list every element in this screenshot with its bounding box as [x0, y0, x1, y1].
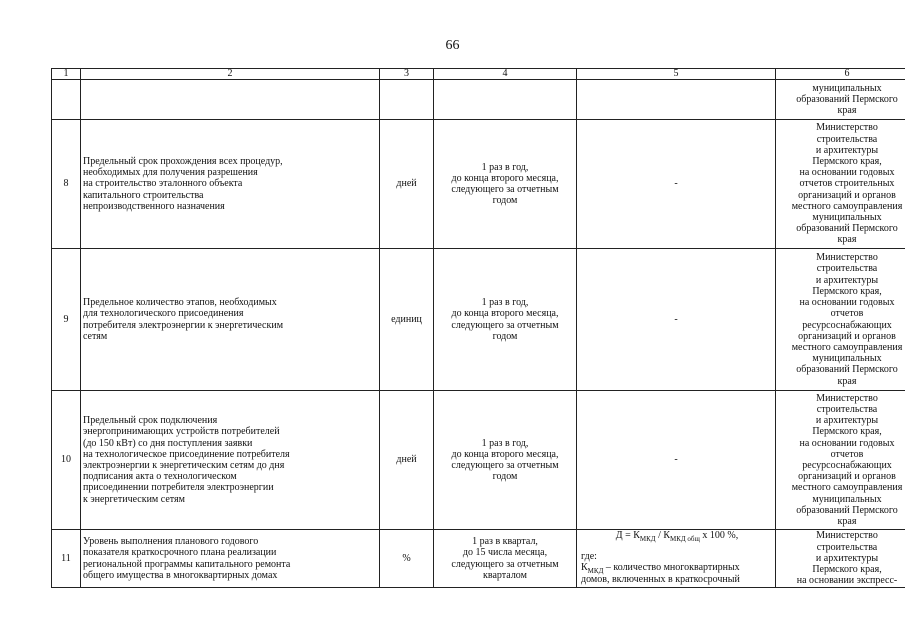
column-number: 1	[52, 69, 81, 80]
table-row	[52, 391, 905, 530]
unit-cell: дней	[380, 120, 434, 249]
formula-cell	[577, 530, 776, 588]
formula-definition: $К_{МКД}$ – количество многоквартирных	[581, 562, 740, 576]
indicator-name: Предельный срок прохождения всех процедур, необходимых для получения разрешения на строительство эталонного объекта капитального строительства непроизводственного назначения	[83, 155, 283, 212]
continuation-row	[52, 80, 905, 120]
frequency-cell: 1 раз в год, до конца второго месяца, следующего за отчетным годом	[451, 297, 559, 342]
indicator-name: Предельный срок подключения энергопринимающих устройств потребителей (до 150 кВт) со дня поступления заявки на технологическое присоединение потребителя электроэнергии к энергетическим сетям до дня подписания акта о технологическом присоединении потребителя электроэнергии к энергетическим сетям	[83, 415, 290, 505]
indicators-table	[51, 68, 905, 588]
column-number: 3	[380, 69, 434, 80]
method-cell: -	[577, 249, 776, 391]
source-cell: муниципальных образований Пермского края	[796, 82, 898, 117]
table-row	[52, 530, 905, 588]
frequency-cell: 1 раз в год, до конца второго месяца, следующего за отчетным годом	[451, 437, 559, 483]
row-number: 8	[52, 120, 81, 249]
row-number: 10	[52, 391, 81, 530]
indicator-name: Предельное количество этапов, необходимых для технологического присоединения потребителя электроэнергии к энергетическим сетям	[83, 297, 284, 342]
row-number: 11	[52, 530, 81, 588]
formula: $Д = К_{МКД} / К_{МКД общ}$ x 100 %,	[615, 530, 739, 543]
table-row	[52, 249, 905, 391]
frequency-cell: 1 раз в квартал, до 15 числа месяца, следующего за отчетным кварталом	[451, 536, 559, 581]
method-cell: -	[577, 391, 776, 530]
unit-cell: дней	[380, 391, 434, 530]
row-number: 9	[52, 249, 81, 391]
source-cell: Министерство строительства и архитектуры Пермского края, на основании годовых отчетов ресурсоснабжающих организаций и органов местного самоуправления муниципальных образований Пермского края	[791, 392, 903, 528]
table-row	[52, 120, 905, 249]
source-cell: Министерство строительства и архитектуры Пермского края, на основании экспресс-	[796, 530, 898, 587]
column-number: 6	[776, 69, 905, 80]
unit-cell: %	[380, 530, 434, 588]
formula-definition-continued: домов, включенных в краткосрочный	[581, 573, 740, 585]
column-number: 4	[434, 69, 577, 80]
indicator-name: Уровень выполнения планового годового показателя краткосрочного плана реализации региональной программы капитального ремонта общего имущества в многоквартирных домах	[83, 536, 291, 581]
column-number-row	[52, 69, 905, 80]
page-number: 66	[445, 38, 460, 53]
method-cell: -	[577, 120, 776, 249]
unit-cell: единиц	[380, 249, 434, 391]
source-cell: Министерство строительства и архитектуры Пермского края, на основании годовых отчетов строительных организаций и органов местного самоуправления муниципальных образований Пермского края	[791, 122, 903, 246]
column-number: 5	[577, 69, 776, 80]
source-cell: Министерство строительства и архитектуры Пермского края, на основании годовых отчетов ресурсоснабжающих организаций и органов местного самоуправления муниципальных образований Пермского края	[791, 252, 903, 387]
column-number: 2	[81, 69, 380, 80]
formula-where: где:	[581, 551, 597, 563]
frequency-cell: 1 раз в год, до конца второго месяца, следующего за отчетным годом	[451, 161, 559, 207]
